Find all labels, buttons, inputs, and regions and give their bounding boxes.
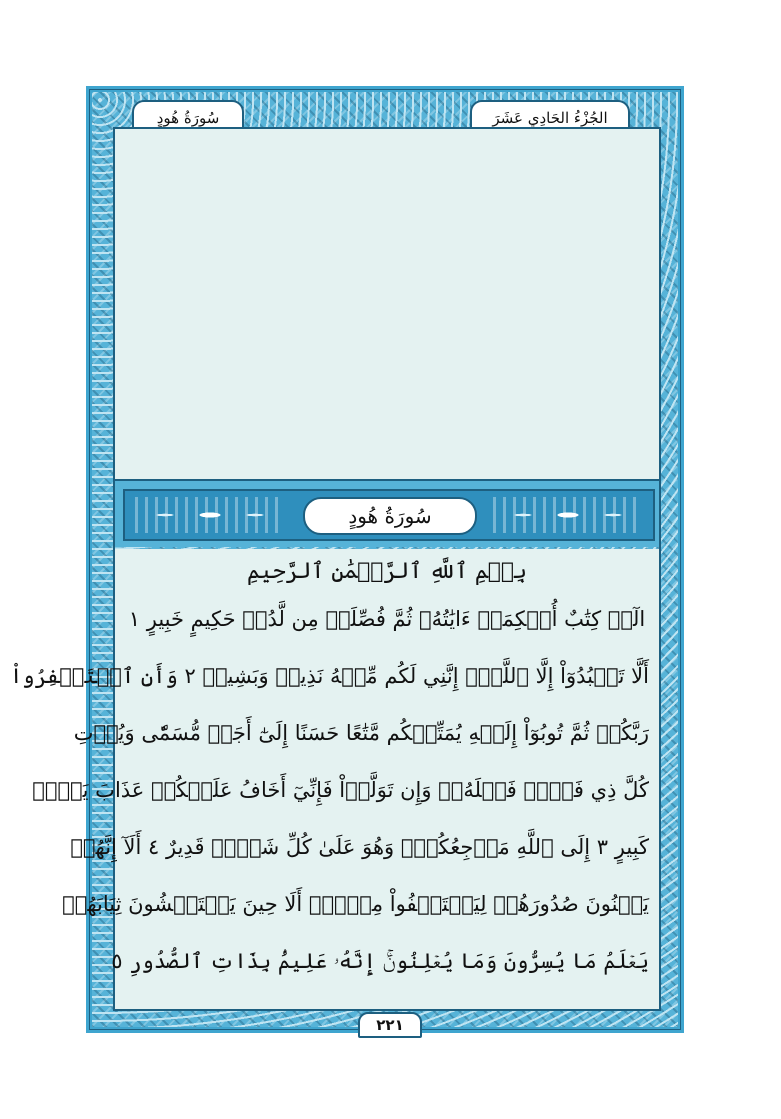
text-line-6: يَثۡنُونَ صُدُورَهُمۡ لِيَسۡتَخۡفُواْ مِنۡهُۚ أَلَا حِينَ يَسۡتَغۡشُونَ ثِيَابَهُمۡ — [62, 892, 649, 916]
page-content-frame — [9, 127, 661, 1011]
text-line-7: يَعۡلَمُ مَا يُسِرُّونَ وَمَا يُعۡلِنُونَۚ إِنَّهُۥ عَلِيمُۢ بِذَاتِ ٱلصُّدُورِ ٥ — [111, 949, 649, 973]
text-line-1: الٓرۚ كِتَٰبٌ أُحۡكِمَتۡ ءَايَٰتُهُۥ ثُمَّ فُصِّلَتۡ مِن لَّدُنۡ حَكِيمٍ خَبِيرٍ ١ — [128, 607, 646, 631]
blank-upper-area — [115, 129, 659, 481]
basmala: بِسۡمِ ٱللَّهِ ٱلرَّحۡمَٰنِ ٱلرَّحِيمِ — [246, 559, 528, 584]
mushaf-page — [9, 86, 684, 1034]
arabesque-ornament-right — [493, 497, 643, 533]
arabesque-ornament-left — [135, 497, 285, 533]
surah-banner-frame — [115, 481, 659, 547]
text-line-4: كُلَّ ذِي فَضۡلٖ فَضۡلَهُۥۖ وَإِن تَوَلَّوۡاْ فَإِنِّيٓ أَخَافُ عَلَيۡكُمۡ عَذَابَ يَوۡمٖ — [32, 778, 649, 802]
text-line-5: كَبِيرٍ ٣ إِلَى ٱللَّهِ مَرۡجِعُكُمۡۖ وَهُوَ عَلَىٰ كُلِّ شَيۡءٖ قَدِيرٌ ٤ أَلَآ إِنَّهُمۡ — [70, 835, 649, 859]
text-line-2: أَلَّا تَعۡبُدُوٓاْ إِلَّا ٱللَّهَۚ إِنَّنِي لَكُم مِّنۡهُ نَذِيرٞ وَبَشِيرٞ ٢ وَأَنِ ٱسۡتَغۡفِرُواْ — [9, 664, 649, 688]
text-line-3: رَبَّكُمۡ ثُمَّ تُوبُوٓاْ إِلَيۡهِ يُمَتِّعۡكُم مَّتَٰعًا حَسَنًا إِلَىٰٓ أَجَلٖ مُّسَمّٗى وَيُؤۡتِ — [73, 721, 649, 745]
surah-banner — [123, 489, 655, 541]
juz-name-header: الجُزْءُ الحَادِي عَشَرَ — [470, 100, 630, 136]
quran-text-area — [9, 549, 659, 1009]
surah-title: سُورَةُ هُودٍ — [303, 497, 477, 535]
page-number: ٢٢١ — [358, 1012, 422, 1038]
surah-name-header: سُورَةُ هُودٍ — [132, 100, 244, 136]
